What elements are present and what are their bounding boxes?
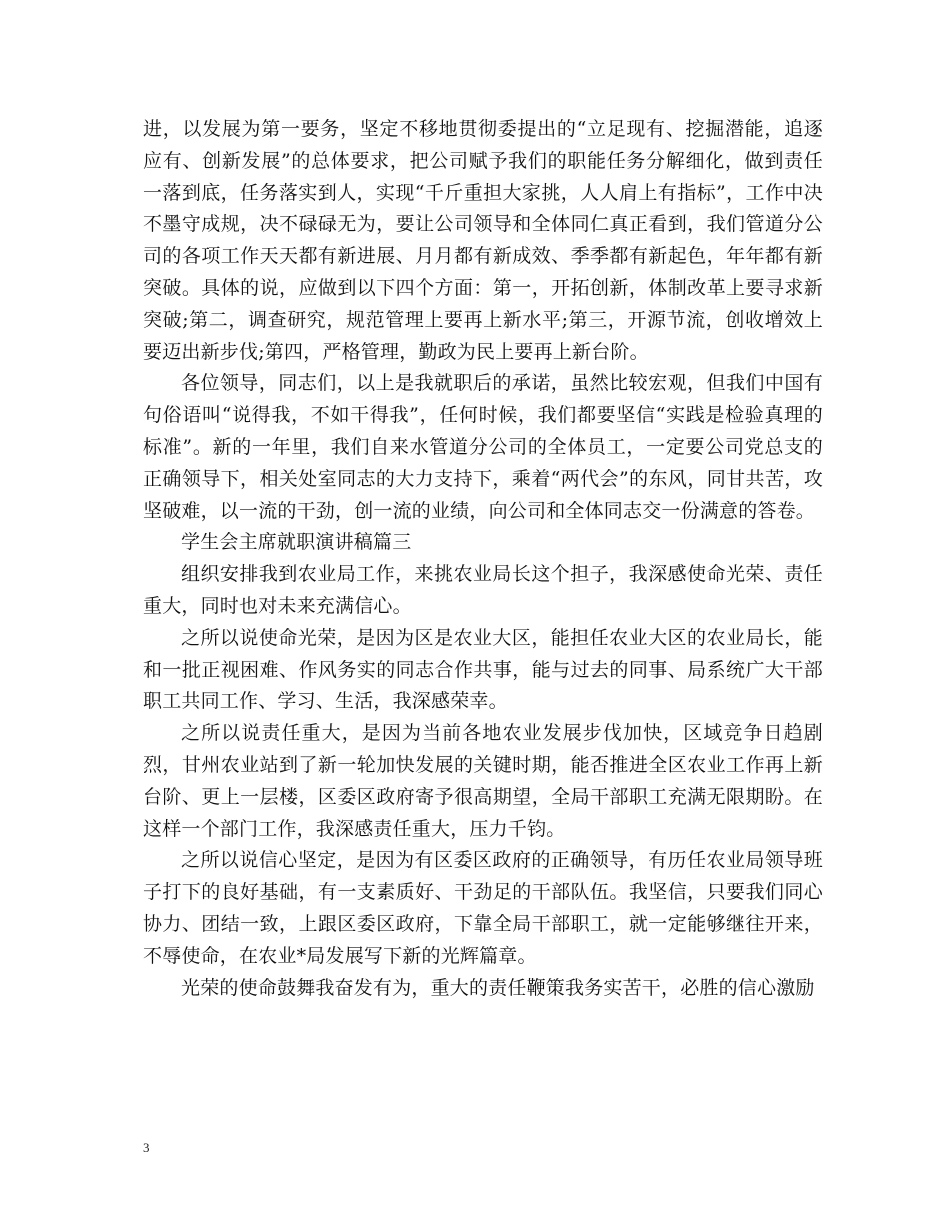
document-body — [143, 114, 823, 1004]
paragraph-opening: 组织安排我到农业局工作，来挑农业局长这个担子，我深感使命光荣、责任重大，同时也对未来充满信心。 — [143, 563, 823, 617]
section-heading: 学生会主席就职演讲稿篇三 — [181, 531, 412, 554]
paragraph-continuation: 进，以发展为第一要务，坚定不移地贯彻委提出的“立足现有、挖掘潜能，追逐应有、创新发展”的总体要求，把公司赋予我们的职能任务分解细化，做到责任一落到底，任务落实到人，实现“千斤重担大家挑，人人肩上有指标”，工作中决不墨守成规，决不碌碌无为，要让公司领导和全体同仁真正看到，我们管道分公司的各项工作天天都有新进展、月月都有新成效、季季都有新起色，年年都有新突破。具体的说，应做到以下四个方面：第一，开拓创新，体制改革上要寻求新突破;第二，调查研究，规范管理上要再上新水平;第三，开源节流，创收增效上要迈出新步伐;第四，严格管理，勤政为民上要再上新台阶。 — [143, 118, 823, 363]
page-number: 3 — [143, 1140, 150, 1155]
paragraph-confidence: 之所以说信心坚定，是因为有区委区政府的正确领导，有历任农业局领导班子打下的良好基础，有一支素质好、干劲足的干部队伍。我坚信，只要我们同心协力、团结一致，上跟区委区政府，下靠全局干部职工，就一定能够继往开来，不辱使命，在农业*局发展写下新的光辉篇章。 — [143, 849, 823, 967]
paragraph-closing: 光荣的使命鼓舞我奋发有为，重大的责任鞭策我务实苦干，必胜的信心激励 — [181, 976, 815, 999]
paragraph-commitment: 各位领导，同志们，以上是我就职后的承诺，虽然比较宏观，但我们中国有句俗语叫“说得我，不如干得我”，任何时候，我们都要坚信“实践是检验真理的标准”。新的一年里，我们自来水管道分公司的全体员工，一定要公司党总支的正确领导下，相关处室同志的大力支持下，乘着“两代会”的东风，同甘共苦，攻坚破难，以一流的干劲，创一流的业绩，向公司和全体同志交一份满意的答卷。 — [143, 372, 823, 522]
paragraph-responsibility: 之所以说责任重大，是因为当前各地农业发展步伐加快，区域竞争日趋剧烈，甘州农业站到了新一轮加快发展的关键时期，能否推进全区农业工作再上新台阶、更上一层楼，区委区政府寄予很高期望，全局干部职工充满无限期盼。在这样一个部门工作，我深感责任重大，压力千钧。 — [143, 722, 823, 840]
paragraph-honor: 之所以说使命光荣，是因为区是农业大区，能担任农业大区的农业局长，能和一批正视困难、作风务实的同志合作共事，能与过去的同事、局系统广大干部职工共同工作、学习、生活，我深感荣幸。 — [143, 626, 823, 713]
